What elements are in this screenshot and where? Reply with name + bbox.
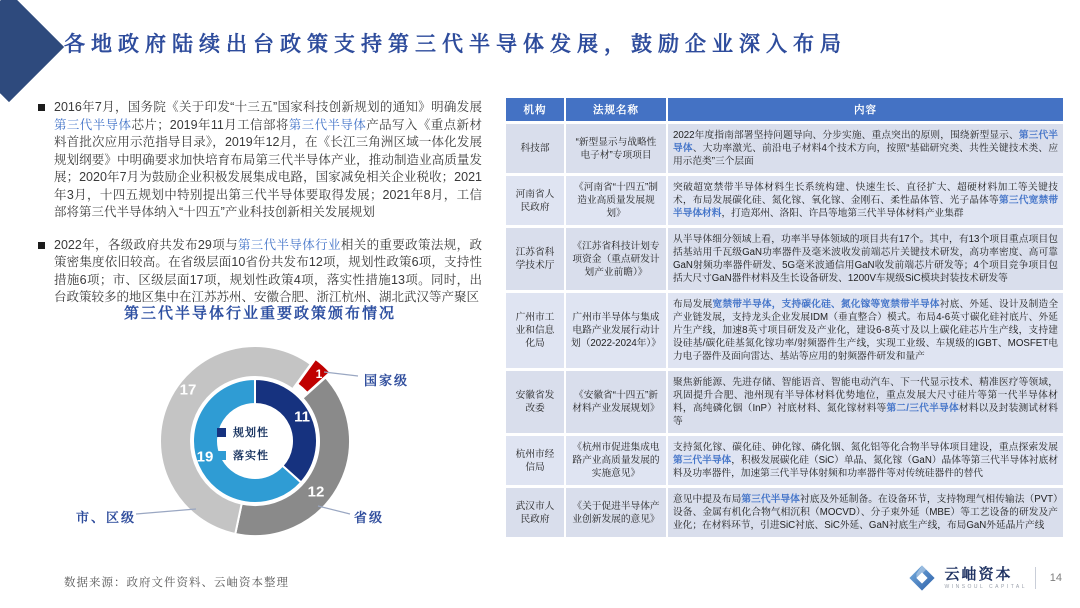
cell-law: 《江苏省科技计划专项资金（重点研发计划产业前瞻）》	[566, 228, 666, 290]
corner-diamond-accent	[0, 0, 64, 102]
bullet-square-icon	[38, 104, 45, 111]
table-row	[506, 293, 1063, 368]
data-source-note: 数据来源：政府文件资料、云岫资本整理	[64, 577, 289, 589]
policy-donut-chart	[30, 302, 490, 578]
callout-national: 国家级	[364, 373, 410, 388]
legend-item-implementation: 落实性	[217, 447, 269, 463]
cell-content: 聚焦新能源、先进存储、智能语音、智能电动汽车、下一代显示技术、精准医疗等领域，巩固提升合肥、池州现有半导体材料优势地位，重点发展大尺寸硅片等第一代半导体材料，高纯磷化铟（InP）衬底材料、氮化镓材料等第二/三代半导体材料以及封装测试材料等	[668, 371, 1063, 433]
bullet-point-2	[38, 237, 482, 307]
value-label-implementation: 19	[196, 448, 214, 466]
cell-org: 科技部	[506, 124, 564, 173]
table-row	[506, 371, 1063, 433]
table-row	[506, 124, 1063, 173]
value-label-province: 12	[307, 483, 325, 501]
cell-content: 2022年度指南部署坚持问题导向、分步实施、重点突出的原则，围绕新型显示、第三代半导体、大功率激光、前沿电子材料4个技术方向，按照“基础研究类、共性关键技术类、应用示范类”三个层面	[668, 124, 1063, 173]
bullet-text-1: 2016年7月，国务院《关于印发“十三五”国家科技创新规划的通知》明确发展第三代半导体芯片；2019年11月工信部将第三代半导体产品写入《重点新材料首批次应用示范指导目录》，2019年12月，在《长江三角洲区域一体化发展规划纲要》中明确要求加快培育布局第三代半导体产业，推动制造业高质量发展；2020年7月为鼓励企业积极发展集成电路，国家减免相关企业税收；2021年3月，十四五规划中特别提出第三代半导体要取得发展；2021年8月，工信部将第三代半导体纳入“十四五”产业科技创新相关发展规划	[54, 100, 482, 219]
cell-law: “新型显示与战略性电子材”专项项目	[566, 124, 666, 173]
value-label-city: 17	[179, 381, 197, 399]
cell-org: 武汉市人民政府	[506, 488, 564, 537]
cell-content: 布局发展宽禁带半导体，支持碳化硅、氮化镓等宽禁带半导体衬底、外延、设计及制造全产业链发展，支持龙头企业发展IDM（垂直整合）模式。布局4-6英寸碳化硅衬底片、外延片生产线，加速8英寸项目研发及产业化，建设6-8英寸及以上碳化硅芯片生产线，支持建设硅基/碳化硅基氮化镓功率/射频器件生产线，实现工业级、车规级的IGBT、MOSFET电力电子器件及面向雷达、基站等应用的射频器件研发和量产	[668, 293, 1063, 368]
table-row	[506, 436, 1063, 485]
value-label-national: 1	[315, 367, 323, 381]
bullet-point-1	[38, 99, 482, 222]
chart-legend	[217, 424, 269, 470]
legend-swatch-planning	[217, 428, 226, 437]
cell-org: 河南省人民政府	[506, 176, 564, 225]
header-content: 内容	[668, 98, 1063, 121]
callout-city: 市、区级	[76, 510, 137, 525]
header-law: 法规名称	[566, 98, 666, 121]
bullet-square-icon	[38, 242, 45, 249]
header-org: 机构	[506, 98, 564, 121]
page-title: 各地政府陆续出台政策支持第三代半导体发展，鼓励企业深入布局	[64, 33, 847, 56]
cell-law: 《关于促进半导体产业创新发展的意见》	[566, 488, 666, 537]
table-row	[506, 488, 1063, 537]
cell-org: 杭州市经信局	[506, 436, 564, 485]
page-number: 14	[1049, 572, 1062, 584]
bullet-list	[38, 99, 482, 322]
chart-title: 第三代半导体行业重要政策颁布情况	[123, 305, 396, 322]
cell-content: 从半导体细分领域上看，功率半导体领域的项目共有17个。其中，有13个项目重点项目包括基站用千瓦级GaN功率器件及毫米波收发前端芯片关键技术研发，高功率密度、高可靠GaN射频功率器件研发、5G毫米波通信用GaN收发前端芯片研发等；4个项目竞争项目包括大尺寸GaN器件材料及生长设备研发、1200V车规级SiC模块封装技术研发等	[668, 228, 1063, 290]
legend-swatch-implementation	[217, 451, 226, 460]
cell-org: 广州市工业和信息化局	[506, 293, 564, 368]
value-label-planning: 11	[294, 408, 310, 426]
cell-content: 支持氮化镓、碳化硅、砷化镓、磷化铟、氮化铝等化合物半导体项目建设，重点探索发展第三代半导体，积极发展碳化硅（SiC）单晶、氮化镓（GaN）晶体等第三代半导体衬底材料及功率器件，加速第三代半导体射频和功率器件等对传统硅器件的替代	[668, 436, 1063, 485]
winsoul-logo-icon	[908, 564, 936, 592]
callout-leader-line	[136, 509, 196, 514]
logo-area	[908, 564, 1062, 592]
callout-leader-line	[318, 506, 350, 514]
cell-law: 《安徽省“十四五”新材料产业发展规划》	[566, 371, 666, 433]
policy-table	[504, 95, 1065, 540]
legend-item-planning: 规划性	[217, 424, 269, 440]
logo-divider	[1035, 567, 1036, 589]
table-header-row	[506, 98, 1063, 121]
cell-law: 《杭州市促进集成电路产业高质量发展的实施意见》	[566, 436, 666, 485]
policy-table-body	[506, 124, 1063, 537]
table-row	[506, 176, 1063, 225]
bullet-text-2: 2022年，各级政府共发布29项与第三代半导体行业相关的重要政策法规，政策密集度依旧较高。在省级层面10省份共发布12项，规划性政策6项，支持性措施6项；市、区级层面17项，规划性政策4项，落实性措施13项。同时，出台政策较多的地区集中在江苏苏州、安徽合肥、浙江杭州、湖北武汉等产聚区	[54, 237, 482, 304]
cell-content: 意见中提及布局第三代半导体衬底及外延制备。在设备环节，支持物理气相传输法（PVT）设备、金属有机化合物气相沉积（MOCVD）、分子束外延（MBE）等工艺设备的研发及产业化；在材料环节，引进SiC衬底、SiC外延、GaN衬底生产线，布局GaN外延晶片产线	[668, 488, 1063, 537]
table-row	[506, 228, 1063, 290]
callout-province: 省级	[354, 510, 385, 525]
cell-org: 江苏省科学技术厅	[506, 228, 564, 290]
logo-text: 云岫资本 WINSOUL CAPITAL	[944, 565, 1027, 590]
cell-content: 突破超宽禁带半导体材料生长系统构建、快速生长、直径扩大、超硬材料加工等关键技术，布局发展碳化硅、氮化镓、氧化镓、金刚石、柔性晶体管、光子晶体等第三代宽禁带半导体材料，打造郑州、洛阳、许昌等地第三代半导体材料产业集群	[668, 176, 1063, 225]
cell-org: 安徽省发改委	[506, 371, 564, 433]
cell-law: 《河南省“十四五”制造业高质量发展规划》	[566, 176, 666, 225]
cell-law: 广州市半导体与集成电路产业发展行动计划（2022-2024年）》	[566, 293, 666, 368]
